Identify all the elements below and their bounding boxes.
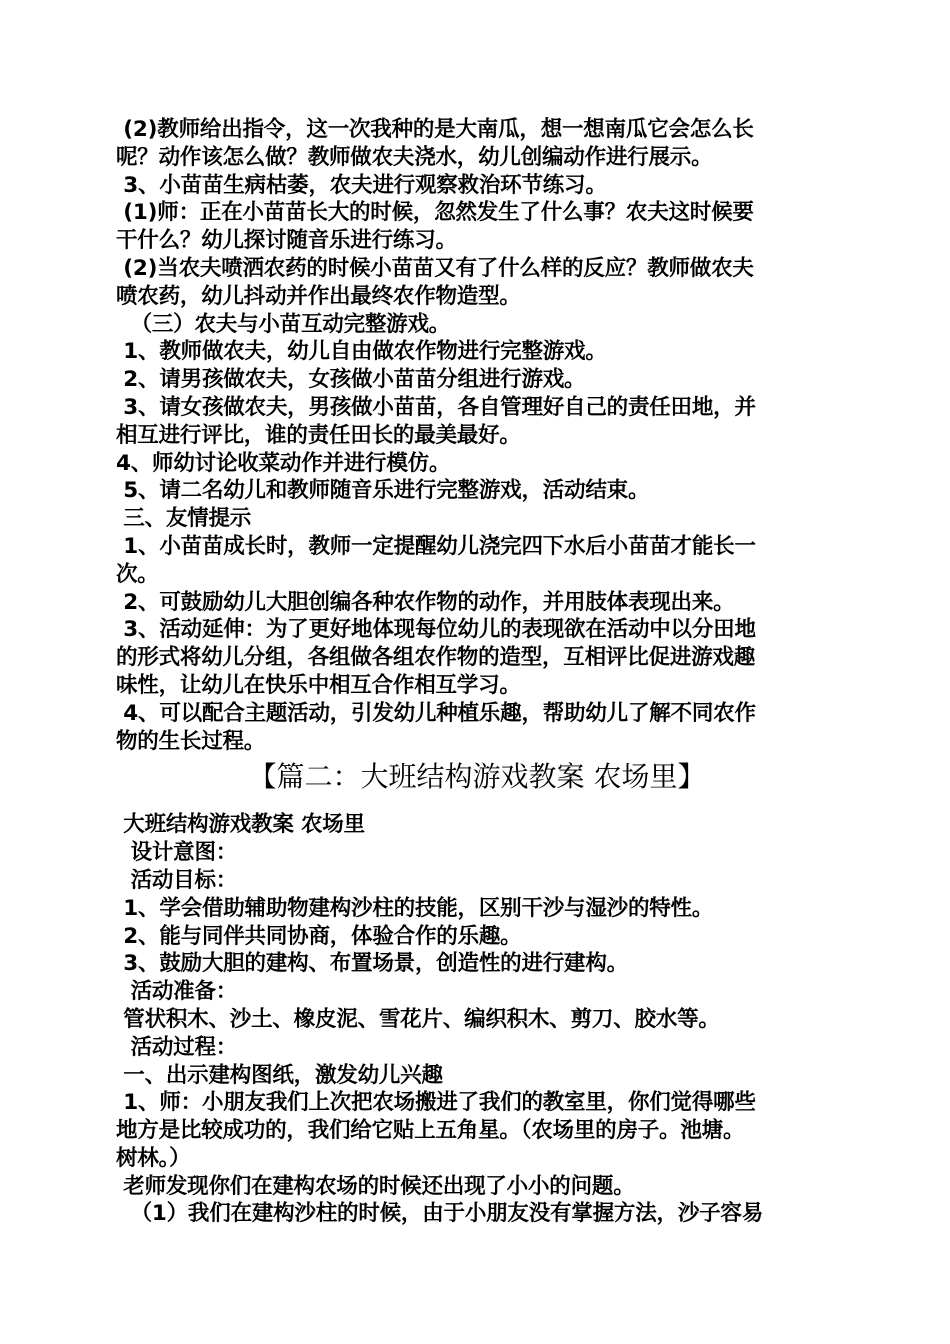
text-line: (2)教师给出指令，这一次我种的是大南瓜，想一想南瓜它会怎么长 xyxy=(116,117,754,142)
text-line: 2、能与同伴共同协商，体验合作的乐趣。 xyxy=(116,923,522,949)
text-line: 5、请二名幼儿和教师随音乐进行完整游戏，活动结束。 xyxy=(116,478,650,504)
text-line: (1)师：正在小苗苗长大的时候，忽然发生了什么事？农夫这时候要 xyxy=(116,200,754,226)
text-line: 的形式将幼儿分组，各组做各组农作物的造型，互相评比促进游戏趣 xyxy=(116,645,756,671)
text-line: 树林。） xyxy=(116,1145,191,1171)
text-line: 2、可鼓励幼儿大胆创编各种农作物的动作，并用肢体表现出来。 xyxy=(116,589,735,615)
text-line: 3、活动延伸：为了更好地体现每位幼儿的表现欲在活动中以分田地 xyxy=(116,617,756,643)
text-line: 设计意图： xyxy=(116,840,238,866)
text-line: 呢？动作该怎么做？教师做农夫浇水，幼儿创编动作进行展示。 xyxy=(116,144,713,170)
text-line: 老师发现你们在建构农场的时候还出现了小小的问题。 xyxy=(116,1173,635,1199)
text-line: 次。 xyxy=(116,561,159,587)
text-line: 活动过程： xyxy=(116,1034,238,1060)
text-line: 管状积木、沙土、橡皮泥、雪花片、编织积木、剪刀、胶水等。 xyxy=(116,1006,720,1032)
text-line: 3、小苗苗生病枯萎，农夫进行观察救治环节练习。 xyxy=(116,172,607,198)
text-line: 干什么？幼儿探讨随音乐进行练习。 xyxy=(116,228,457,254)
lesson-plan-part-one xyxy=(116,116,838,755)
text-line: 三、友情提示 xyxy=(116,506,252,532)
text-line: 3、鼓励大胆的建构、布置场景，创造性的进行建构。 xyxy=(116,951,628,977)
text-line: 喷农药，幼儿抖动并作出最终农作物造型。 xyxy=(116,283,521,309)
text-line: (2)当农夫喷洒农药的时候小苗苗又有了什么样的反应？教师做农夫 xyxy=(116,255,754,281)
text-line: 4、可以配合主题活动，引发幼儿种植乐趣，帮助幼儿了解不同农作 xyxy=(116,700,756,726)
text-line: 一、出示建构图纸，激发幼儿兴趣 xyxy=(116,1062,443,1088)
text-line: （三）农夫与小苗互动完整游戏。 xyxy=(116,311,451,337)
lesson-plan-part-two xyxy=(116,811,838,1228)
text-line: 活动准备： xyxy=(116,979,238,1005)
text-line: 相互进行评比，谁的责任田长的最美最好。 xyxy=(116,422,521,448)
text-line: 1、小苗苗成长时，教师一定提醒幼儿浇完四下水后小苗苗才能长一 xyxy=(116,533,756,559)
text-line: 4、师幼讨论收菜动作并进行模仿。 xyxy=(116,450,451,476)
text-line: 地方是比较成功的，我们给它贴上五角星。（农场里的房子。池塘。 xyxy=(116,1118,745,1144)
document-body xyxy=(116,116,838,1228)
text-line: 味性，让幼儿在快乐中相互合作相互学习。 xyxy=(116,672,521,698)
text-line: 1、师：小朋友我们上次把农场搬进了我们的教室里，你们觉得哪些 xyxy=(116,1090,756,1116)
text-line: 1、学会借助辅助物建构沙柱的技能，区别干沙与湿沙的特性。 xyxy=(116,895,714,921)
text-line: 大班结构游戏教案 农场里 xyxy=(116,812,365,838)
text-line: 活动目标： xyxy=(116,867,238,893)
text-line: 1、教师做农夫，幼儿自由做农作物进行完整游戏。 xyxy=(116,339,607,365)
text-line: 2、请男孩做农夫，女孩做小苗苗分组进行游戏。 xyxy=(116,367,586,393)
section-heading: 【篇二：大班结构游戏教案 农场里】 xyxy=(248,760,706,794)
text-line: 物的生长过程。 xyxy=(116,728,266,754)
text-line: （1）我们在建构沙柱的时候，由于小朋友没有掌握方法，沙子容易 xyxy=(116,1201,764,1227)
text-line: 3、请女孩做农夫，男孩做小苗苗，各自管理好自己的责任田地，并 xyxy=(116,394,756,420)
